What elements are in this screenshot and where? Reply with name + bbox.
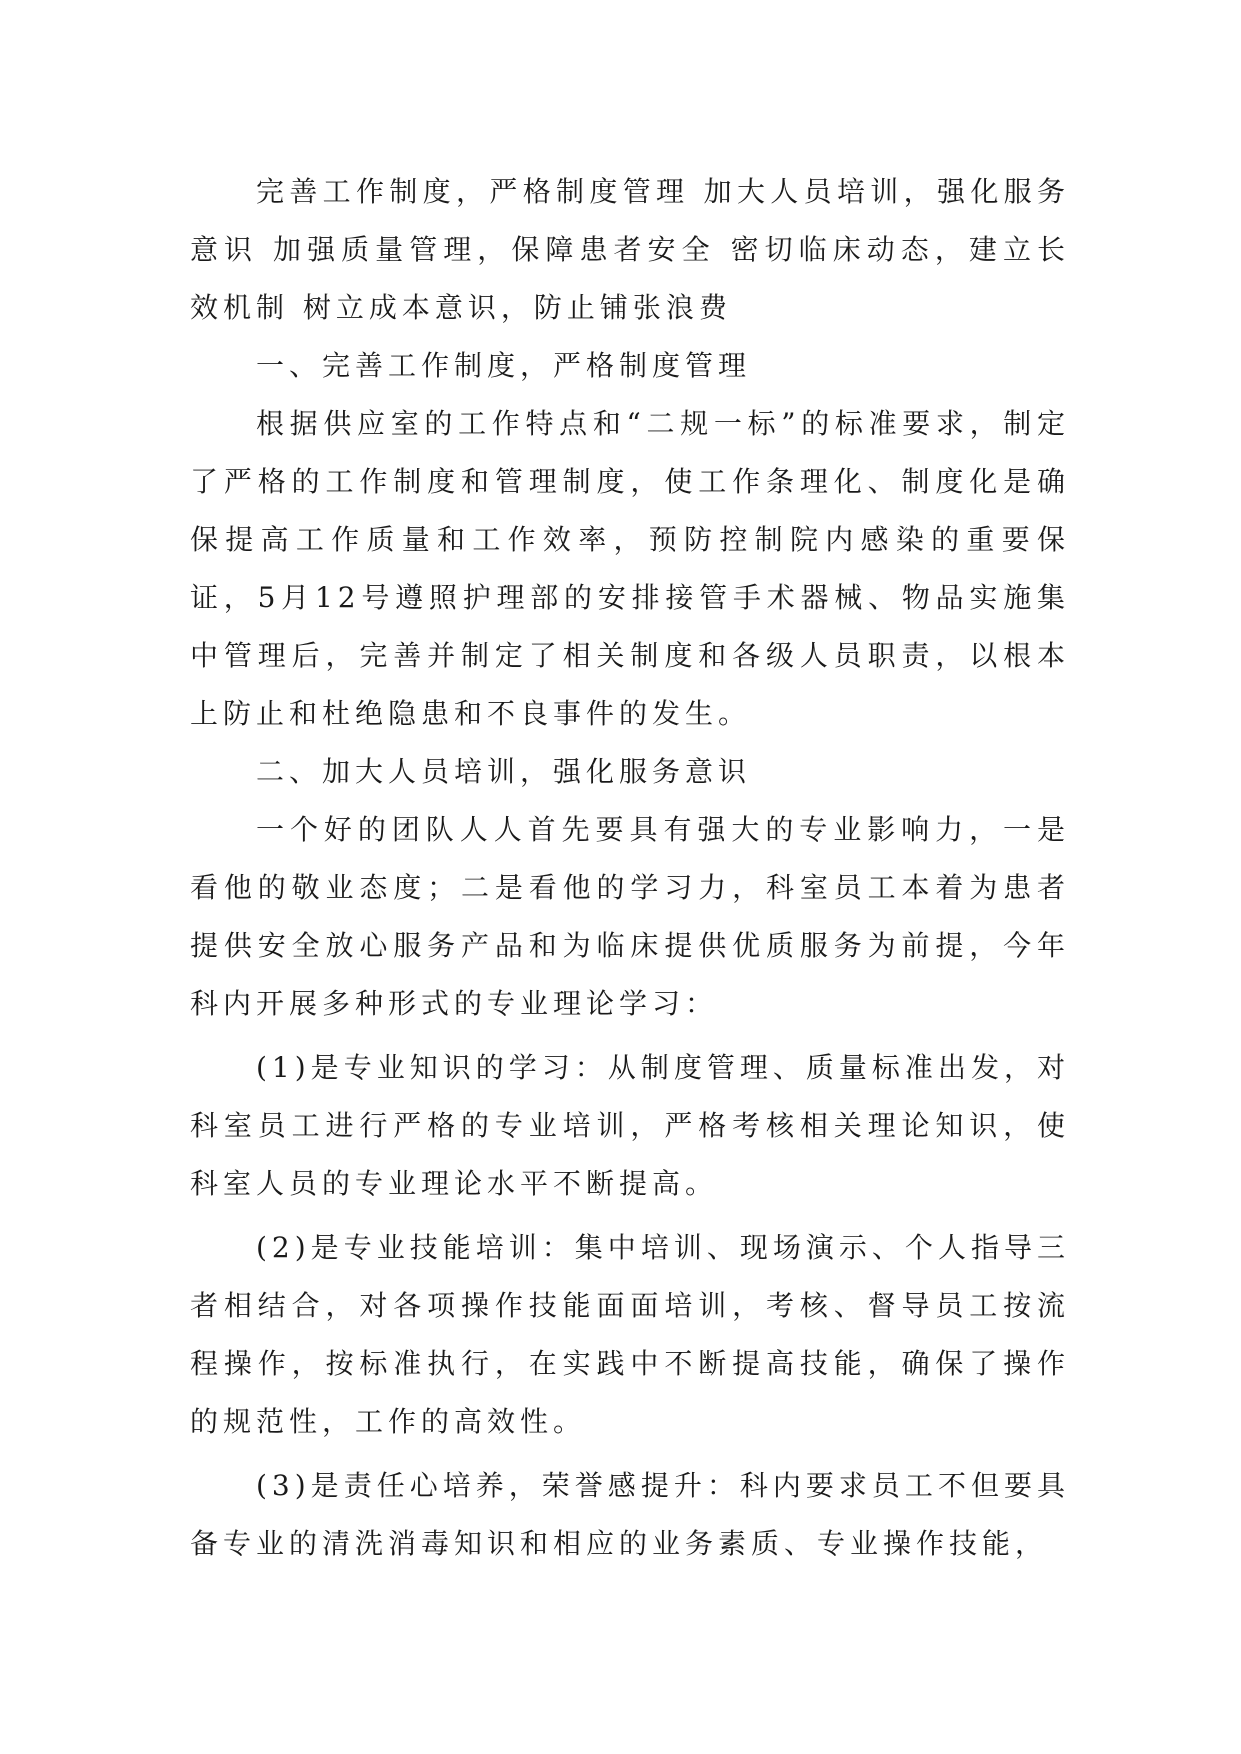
list-item-2: (2)是专业技能培训：集中培训、现场演示、个人指导三者相结合，对各项操作技能面面培训，考核、督导员工按流程操作，按标准执行，在实践中不断提高技能，确保了操作的规范性，工作的高效性。 bbox=[190, 1231, 1070, 1438]
list-item-3: (3)是责任心培养，荣誉感提升：科内要求员工不但要具备专业的清洗消毒知识和相应的业务素质、专业操作技能， bbox=[190, 1469, 1070, 1560]
section-heading-1: 一、完善工作制度，严格制度管理 bbox=[256, 349, 752, 382]
document-body bbox=[190, 163, 1070, 1573]
body-paragraph-1: 根据供应室的工作特点和“二规一标”的标准要求，制定了严格的工作制度和管理制度，使工作条理化、制度化是确保提高工作质量和工作效率，预防控制院内感染的重要保证，5月12号遵照护理部的安排接管手术器械、物品实施集中管理后，完善并制定了相关制度和各级人员职责，以根本上防止和杜绝隐患和不良事件的发生。 bbox=[190, 407, 1070, 730]
summary-paragraph: 完善工作制度，严格制度管理 加大人员培训，强化服务意识 加强质量管理，保障患者安全 密切临床动态，建立长效机制 树立成本意识，防止铺张浪费 bbox=[190, 175, 1070, 324]
section-heading-2: 二、加大人员培训，强化服务意识 bbox=[256, 755, 752, 788]
body-paragraph-2: 一个好的团队人人首先要具有强大的专业影响力，一是看他的敬业态度；二是看他的学习力，科室员工本着为患者提供安全放心服务产品和为临床提供优质服务为前提，今年科内开展多种形式的专业理论学习： bbox=[190, 813, 1070, 1020]
list-item-1: (1)是专业知识的学习：从制度管理、质量标准出发，对科室员工进行严格的专业培训，严格考核相关理论知识，使科室人员的专业理论水平不断提高。 bbox=[190, 1051, 1070, 1200]
